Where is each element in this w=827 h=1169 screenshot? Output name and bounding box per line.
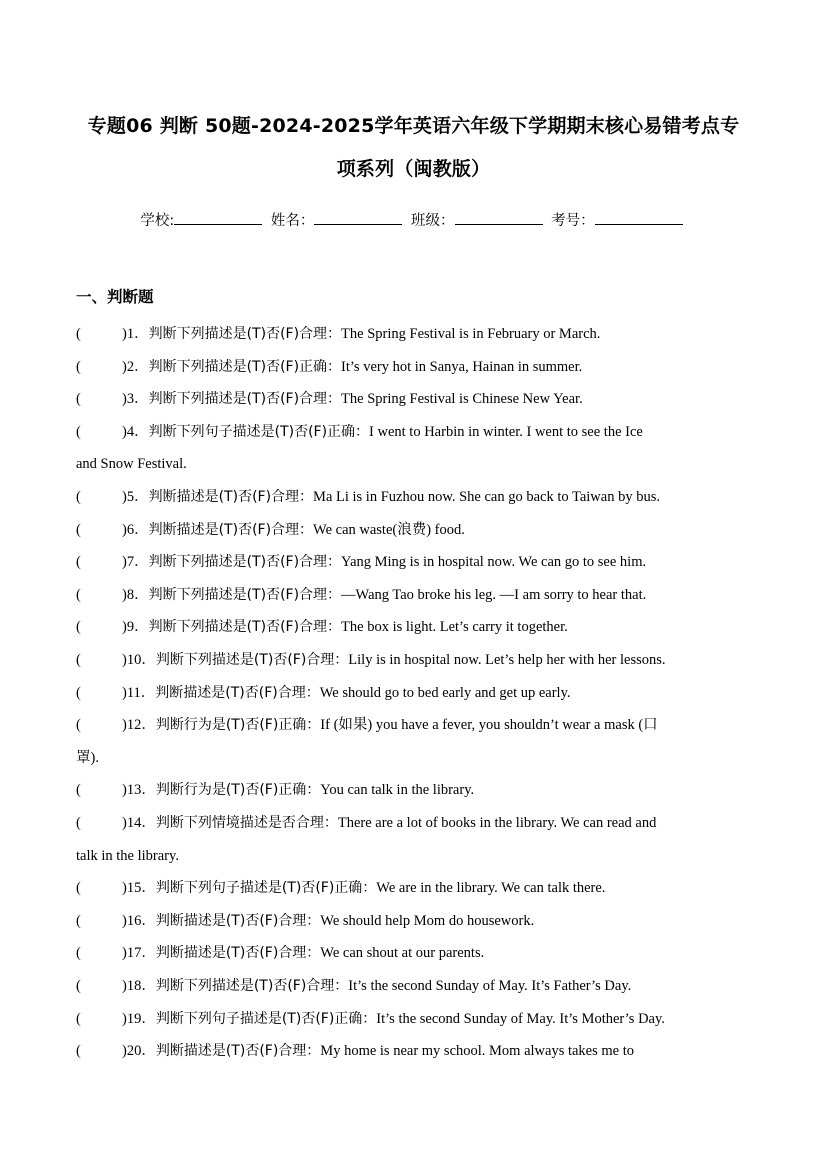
- question-item: [76, 1003, 766, 1035]
- question-number: )11．: [122, 684, 156, 701]
- answer-blank[interactable]: (: [76, 586, 81, 603]
- question-item: [76, 351, 766, 383]
- answer-blank[interactable]: (: [76, 619, 81, 636]
- school-blank: [174, 210, 262, 225]
- answer-blank[interactable]: (: [76, 554, 81, 571]
- question-stem: 判断描述是(T)否(F)合理：: [155, 945, 321, 962]
- question-number: )4．: [122, 423, 149, 440]
- answer-blank[interactable]: (: [76, 978, 81, 994]
- question-content: Yang Ming is in hospital now. We can go to see him.: [341, 554, 647, 571]
- question-number: )18．: [122, 978, 156, 994]
- question-content: We can waste(浪费) food.: [313, 521, 465, 538]
- question-number: )12．: [122, 717, 156, 734]
- question-item: [76, 937, 766, 969]
- question-number: )9．: [122, 619, 149, 636]
- question-number: )14．: [122, 815, 156, 831]
- question-content: My home is near my school. Mom always takes me to: [320, 1043, 635, 1060]
- question-number: )10．: [122, 652, 156, 668]
- question-item: [76, 677, 766, 709]
- question-content: The Spring Festival is Chinese New Year.: [341, 391, 583, 408]
- question-stem: 判断行为是(T)否(F)正确：: [155, 717, 321, 734]
- question-content: We should go to bed early and get up early.: [319, 684, 571, 701]
- question-number: )13．: [122, 782, 156, 799]
- answer-blank[interactable]: (: [76, 326, 81, 342]
- question-continuation: talk in the library.: [76, 847, 179, 864]
- question-stem: 判断下列描述是(T)否(F)合理：: [148, 586, 342, 603]
- question-item: [76, 709, 766, 741]
- student-info-row: [0, 209, 827, 230]
- answer-blank[interactable]: (: [76, 521, 81, 538]
- question-stem: 判断下列描述是(T)否(F)合理：: [148, 619, 342, 636]
- question-number: )1．: [122, 326, 149, 342]
- question-item: [76, 807, 766, 839]
- page-title-line-2: 项系列（闽教版）: [336, 158, 491, 180]
- question-stem: 判断下列描述是(T)否(F)正确：: [148, 358, 342, 375]
- question-stem: 判断下列描述是(T)否(F)合理：: [155, 652, 349, 668]
- answer-blank[interactable]: (: [76, 945, 81, 962]
- section-heading: 一、判断题: [76, 288, 154, 306]
- question-number: )17．: [122, 945, 156, 962]
- question-stem: 判断描述是(T)否(F)合理：: [148, 521, 314, 538]
- class-blank: [455, 210, 543, 225]
- question-content: There are a lot of books in the library. We can read and: [337, 815, 657, 831]
- school-label: 学校:: [140, 213, 175, 229]
- question-item: [76, 318, 766, 350]
- answer-blank[interactable]: (: [76, 912, 81, 929]
- answer-blank[interactable]: (: [76, 815, 81, 831]
- question-content: You can talk in the library.: [320, 782, 475, 799]
- question-item: [76, 1035, 766, 1067]
- answer-blank[interactable]: (: [76, 880, 81, 897]
- question-item: [76, 579, 766, 611]
- answer-blank[interactable]: (: [76, 717, 81, 734]
- question-stem: 判断描述是(T)否(F)合理：: [148, 489, 314, 505]
- question-number: )16．: [122, 912, 156, 929]
- question-content: We are in the library. We can talk there.: [376, 880, 606, 897]
- question-content: Lily is in hospital now. Let’s help her with her lessons.: [348, 652, 666, 668]
- question-number: )20．: [122, 1043, 156, 1060]
- question-content: The Spring Festival is in February or March.: [341, 326, 601, 342]
- question-stem: 判断下列句子描述是(T)否(F)正确：: [148, 423, 370, 440]
- question-content: It’s very hot in Sanya, Hainan in summer.: [341, 358, 583, 375]
- question-continuation: and Snow Festival.: [76, 456, 187, 473]
- question-item: [76, 481, 766, 513]
- name-blank: [314, 210, 402, 225]
- question-number: )6．: [122, 521, 149, 538]
- question-stem: 判断下列句子描述是(T)否(F)正确：: [155, 880, 377, 897]
- question-item: [76, 774, 766, 806]
- question-number: )3．: [122, 391, 149, 408]
- question-number: )7．: [122, 554, 149, 571]
- question-content: We can shout at our parents.: [320, 945, 485, 962]
- question-item: [76, 970, 766, 1002]
- class-label: 班级：: [411, 213, 455, 229]
- question-stem: 判断描述是(T)否(F)合理：: [155, 912, 321, 929]
- answer-blank[interactable]: (: [76, 391, 81, 408]
- answer-blank[interactable]: (: [76, 652, 81, 668]
- question-content: It’s the second Sunday of May. It’s Father’s Day.: [348, 978, 632, 994]
- question-item: [76, 416, 766, 448]
- question-stem: 判断描述是(T)否(F)合理：: [155, 1043, 321, 1060]
- question-stem: 判断下列描述是(T)否(F)合理：: [155, 978, 349, 994]
- name-label: 姓名：: [270, 213, 315, 229]
- question-item: [76, 872, 766, 904]
- question-content: —Wang Tao broke his leg. —I am sorry to hear that.: [341, 586, 647, 603]
- question-item: [76, 546, 766, 578]
- question-item: [76, 611, 766, 643]
- question-number: )19．: [122, 1010, 156, 1027]
- question-content: The box is light. Let’s carry it together.: [341, 619, 568, 636]
- answer-blank[interactable]: (: [76, 1043, 81, 1060]
- question-stem: 判断下列句子描述是(T)否(F)正确：: [155, 1010, 377, 1027]
- question-stem: 判断描述是(T)否(F)合理：: [155, 684, 320, 701]
- page-title-line-1: 专题06 判断 50题-2024-2025学年英语六年级下学期期末核心易错考点专: [87, 115, 740, 137]
- exam-no-blank: [595, 210, 683, 225]
- answer-blank[interactable]: (: [76, 358, 81, 375]
- question-number: )15．: [122, 880, 156, 897]
- question-item: [76, 644, 766, 676]
- answer-blank[interactable]: (: [76, 423, 81, 440]
- question-stem: 判断下列描述是(T)否(F)合理：: [148, 326, 342, 342]
- question-content: It’s the second Sunday of May. It’s Mother’s Day.: [376, 1010, 665, 1027]
- question-item: [76, 514, 766, 546]
- question-content: Ma Li is in Fuzhou now. She can go back to Taiwan by bus.: [313, 489, 660, 505]
- exam-no-label: 考号：: [551, 213, 595, 229]
- question-number: )2．: [122, 358, 149, 375]
- answer-blank[interactable]: (: [76, 782, 81, 799]
- question-item: [76, 383, 766, 415]
- question-content: We should help Mom do housework.: [320, 912, 535, 929]
- question-stem: 判断下列情境描述是否合理：: [155, 815, 338, 831]
- question-stem: 判断下列描述是(T)否(F)合理：: [148, 391, 342, 408]
- question-item: [76, 905, 766, 937]
- question-number: )8．: [122, 586, 149, 603]
- question-stem: 判断行为是(T)否(F)正确：: [155, 782, 321, 799]
- answer-blank[interactable]: (: [76, 684, 81, 701]
- question-content: If (如果) you have a fever, you shouldn’t wear a mask (口: [320, 717, 658, 734]
- answer-blank[interactable]: (: [76, 1010, 81, 1027]
- question-content: I went to Harbin in winter. I went to see the Ice: [369, 423, 643, 440]
- question-stem: 判断下列描述是(T)否(F)合理：: [148, 554, 342, 571]
- question-continuation: 罩).: [76, 749, 99, 766]
- question-number: )5．: [122, 489, 149, 505]
- answer-blank[interactable]: (: [76, 489, 81, 505]
